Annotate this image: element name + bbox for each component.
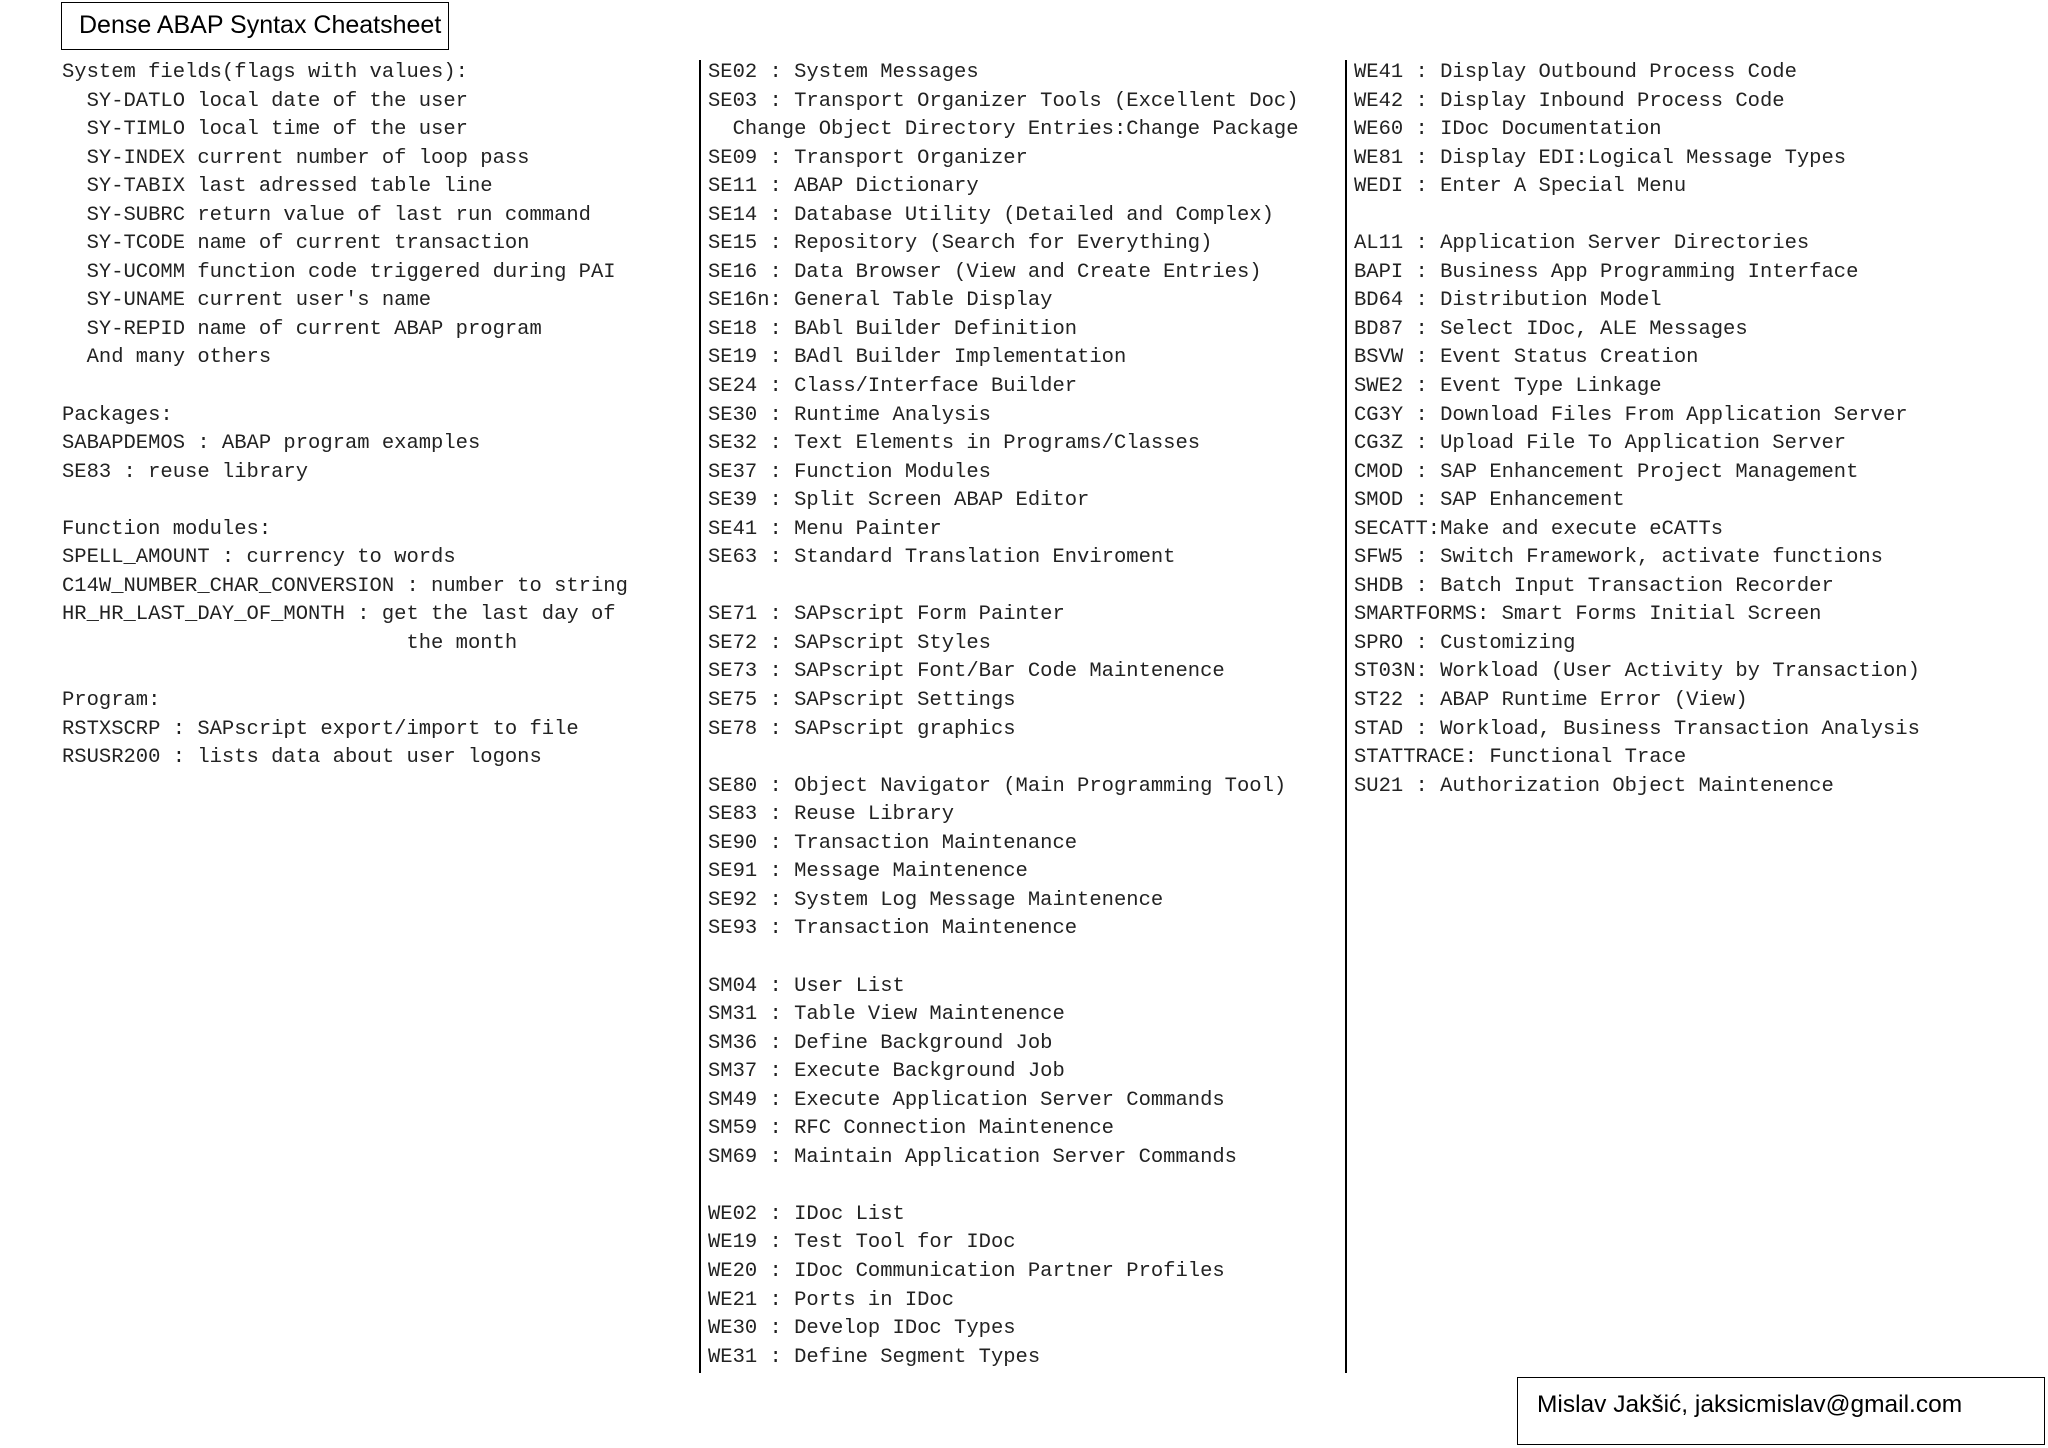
cheatsheet-line: RSTXSCRP : SAPscript export/import to file xyxy=(62,717,579,741)
cheatsheet-line xyxy=(62,658,628,687)
cheatsheet-line: SE71 : SAPscript Form Painter xyxy=(708,603,1065,627)
cheatsheet-line: SECATT:Make and execute eCATTs xyxy=(1354,517,1724,541)
cheatsheet-line: SY-INDEX current number of loop pass xyxy=(62,146,530,170)
cheatsheet-line: WE31 : Define Segment Types xyxy=(708,1345,1041,1369)
cheatsheet-line: SY-TIMLO local time of the user xyxy=(62,118,468,142)
cheatsheet-line: SY-UNAME current user's name xyxy=(62,289,432,313)
cheatsheet-line: WE21 : Ports in IDoc xyxy=(708,1288,955,1312)
cheatsheet-line: SE24 : Class/Interface Builder xyxy=(708,375,1078,399)
cheatsheet-line: SE90 : Transaction Maintenance xyxy=(708,831,1078,855)
cheatsheet-line: SE73 : SAPscript Font/Bar Code Maintenence xyxy=(708,660,1225,684)
cheatsheet-line: ST03N: Workload (User Activity by Transaction) xyxy=(1354,660,1920,684)
cheatsheet-line: Function modules: xyxy=(62,517,272,541)
cheatsheet-line: Change Object Directory Entries:Change Package xyxy=(708,118,1299,142)
cheatsheet-line: SE78 : SAPscript graphics xyxy=(708,717,1016,741)
cheatsheet-line: WE41 : Display Outbound Process Code xyxy=(1354,61,1797,84)
cheatsheet-line: BD64 : Distribution Model xyxy=(1354,289,1662,313)
cheatsheet-line: SHDB : Batch Input Transaction Recorder xyxy=(1354,574,1834,598)
cheatsheet-line: SM59 : RFC Connection Maintenence xyxy=(708,1117,1114,1141)
cheatsheet-line: SWE2 : Event Type Linkage xyxy=(1354,375,1662,399)
cheatsheet-line: SPELL_AMOUNT : currency to words xyxy=(62,546,456,570)
cheatsheet-line: SE03 : Transport Organizer Tools (Excellent Doc) xyxy=(708,89,1299,113)
cheatsheet-line: the month xyxy=(62,631,518,655)
cheatsheet-line: ST22 : ABAP Runtime Error (View) xyxy=(1354,689,1748,713)
column-transactions-se-sm-we xyxy=(708,59,1299,1372)
cheatsheet-line: SE93 : Transaction Maintenence xyxy=(708,917,1078,941)
cheatsheet-line xyxy=(62,487,628,516)
cheatsheet-line: WE42 : Display Inbound Process Code xyxy=(1354,89,1785,113)
cheatsheet-line: SE75 : SAPscript Settings xyxy=(708,689,1016,713)
cheatsheet-line: WE19 : Test Tool for IDoc xyxy=(708,1231,1016,1255)
cheatsheet-line: SE92 : System Log Message Maintenence xyxy=(708,888,1164,912)
cheatsheet-line: SM37 : Execute Background Job xyxy=(708,1060,1065,1084)
cheatsheet-line: SY-SUBRC return value of last run command xyxy=(62,203,591,227)
cheatsheet-line: SE16n: General Table Display xyxy=(708,289,1053,313)
cheatsheet-line: Packages: xyxy=(62,403,173,427)
cheatsheet-line: CG3Y : Download Files From Application Server xyxy=(1354,403,1908,427)
cheatsheet-line xyxy=(1354,202,1920,231)
cheatsheet-line: SM36 : Define Background Job xyxy=(708,1031,1053,1055)
cheatsheet-line: WE81 : Display EDI:Logical Message Types xyxy=(1354,146,1847,170)
cheatsheet-line: SMOD : SAP Enhancement xyxy=(1354,489,1625,513)
cheatsheet-line: SM04 : User List xyxy=(708,974,905,998)
cheatsheet-line: WEDI : Enter A Special Menu xyxy=(1354,175,1687,199)
cheatsheet-line: SE02 : System Messages xyxy=(708,61,979,84)
cheatsheet-line: SE83 : Reuse Library xyxy=(708,803,955,827)
cheatsheet-line: SE63 : Standard Translation Enviroment xyxy=(708,546,1176,570)
cheatsheet-line: SMARTFORMS: Smart Forms Initial Screen xyxy=(1354,603,1822,627)
cheatsheet-line: SE14 : Database Utility (Detailed and Complex) xyxy=(708,203,1274,227)
cheatsheet-line: HR_HR_LAST_DAY_OF_MONTH : get the last day of xyxy=(62,603,616,627)
cheatsheet-line xyxy=(708,944,1299,973)
cheatsheet-line: STATTRACE: Functional Trace xyxy=(1354,746,1687,770)
cheatsheet-line: SE80 : Object Navigator (Main Programming Tool) xyxy=(708,774,1287,798)
cheatsheet-line: BAPI : Business App Programming Interface xyxy=(1354,260,1859,284)
cheatsheet-line: SY-TCODE name of current transaction xyxy=(62,232,530,256)
cheatsheet-line: SE72 : SAPscript Styles xyxy=(708,631,991,655)
cheatsheet-line: SY-REPID name of current ABAP program xyxy=(62,317,542,341)
cheatsheet-line: STAD : Workload, Business Transaction Analysis xyxy=(1354,717,1920,741)
cheatsheet-line: SE11 : ABAP Dictionary xyxy=(708,175,979,199)
cheatsheet-line: System fields(flags with values): xyxy=(62,61,468,84)
cheatsheet-line: SE37 : Function Modules xyxy=(708,460,991,484)
cheatsheet-line xyxy=(708,573,1299,602)
cheatsheet-line xyxy=(708,744,1299,773)
column-system-fields xyxy=(62,59,628,773)
cheatsheet-line: SE19 : BAdl Builder Implementation xyxy=(708,346,1127,370)
cheatsheet-line: SE15 : Repository (Search for Everything) xyxy=(708,232,1213,256)
cheatsheet-line: SM69 : Maintain Application Server Commands xyxy=(708,1145,1237,1169)
cheatsheet-line: SE09 : Transport Organizer xyxy=(708,146,1028,170)
cheatsheet-line: And many others xyxy=(62,346,272,370)
cheatsheet-line: BD87 : Select IDoc, ALE Messages xyxy=(1354,317,1748,341)
cheatsheet-line: SE83 : reuse library xyxy=(62,460,309,484)
cheatsheet-line: SE16 : Data Browser (View and Create Entries) xyxy=(708,260,1262,284)
cheatsheet-line: C14W_NUMBER_CHAR_CONVERSION : number to string xyxy=(62,574,628,598)
page-title: Dense ABAP Syntax Cheatsheet xyxy=(61,2,449,50)
cheatsheet-line xyxy=(62,373,628,402)
cheatsheet-line: SY-TABIX last adressed table line xyxy=(62,175,493,199)
cheatsheet-line: BSVW : Event Status Creation xyxy=(1354,346,1699,370)
cheatsheet-line: SPRO : Customizing xyxy=(1354,631,1576,655)
cheatsheet-line: SY-DATLO local date of the user xyxy=(62,89,468,113)
cheatsheet-line: SE39 : Split Screen ABAP Editor xyxy=(708,489,1090,513)
cheatsheet-line: SFW5 : Switch Framework, activate functions xyxy=(1354,546,1883,570)
cheatsheet-line: RSUSR200 : lists data about user logons xyxy=(62,746,542,770)
cheatsheet-line: AL11 : Application Server Directories xyxy=(1354,232,1810,256)
cheatsheet-line: SE41 : Menu Painter xyxy=(708,517,942,541)
cheatsheet-line: WE02 : IDoc List xyxy=(708,1202,905,1226)
column-divider xyxy=(699,60,701,1373)
cheatsheet-line: CG3Z : Upload File To Application Server xyxy=(1354,432,1847,456)
column-divider xyxy=(1345,60,1347,1373)
cheatsheet-line: CMOD : SAP Enhancement Project Management xyxy=(1354,460,1859,484)
cheatsheet-line: SABAPDEMOS : ABAP program examples xyxy=(62,432,481,456)
cheatsheet-line: Program: xyxy=(62,689,161,713)
cheatsheet-line: SM49 : Execute Application Server Commands xyxy=(708,1088,1225,1112)
column-transactions-misc xyxy=(1354,59,1920,801)
cheatsheet-line: SE30 : Runtime Analysis xyxy=(708,403,991,427)
cheatsheet-line: WE20 : IDoc Communication Partner Profiles xyxy=(708,1259,1225,1283)
cheatsheet-line: SE32 : Text Elements in Programs/Classes xyxy=(708,432,1201,456)
cheatsheet-line: SE18 : BAbl Builder Definition xyxy=(708,317,1078,341)
author-credit: Mislav Jakšić, jaksicmislav@gmail.com xyxy=(1517,1377,2045,1445)
cheatsheet-line xyxy=(708,1172,1299,1201)
cheatsheet-line: WE60 : IDoc Documentation xyxy=(1354,118,1662,142)
cheatsheet-line: SM31 : Table View Maintenence xyxy=(708,1003,1065,1027)
cheatsheet-line: SU21 : Authorization Object Maintenence xyxy=(1354,774,1834,798)
cheatsheet-line: SE91 : Message Maintenence xyxy=(708,860,1028,884)
cheatsheet-line: SY-UCOMM function code triggered during PAI xyxy=(62,260,616,284)
cheatsheet-line: WE30 : Develop IDoc Types xyxy=(708,1317,1016,1341)
